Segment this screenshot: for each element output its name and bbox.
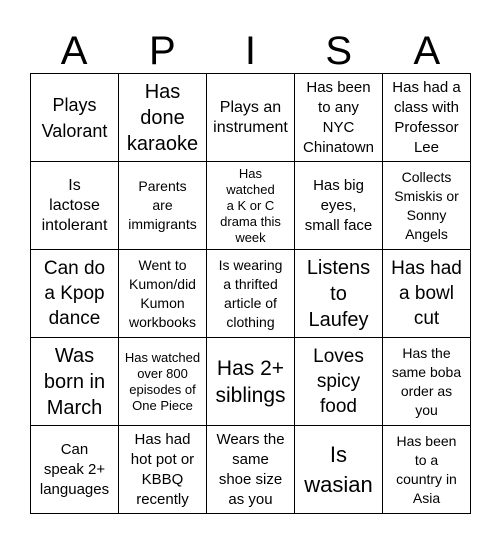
bingo-cell-text: Went to Kumon/did Kumon workbooks [129, 256, 196, 330]
bingo-cell[interactable] [383, 74, 471, 162]
bingo-cell-text: Has watched over 800 episodes of One Piece [124, 349, 201, 413]
bingo-cell-text: Has watched a K or C drama this week [220, 165, 281, 245]
bingo-header [30, 28, 471, 74]
bingo-cell-text: Has big eyes, small face [304, 176, 373, 234]
bingo-cell[interactable] [119, 74, 207, 162]
bingo-cell-text: Loves spicy food [313, 346, 364, 417]
bingo-cell-text: Parents are immigrants [128, 178, 197, 232]
bingo-cell-text: Can do a Kpop dance [43, 258, 106, 329]
bingo-cell[interactable] [295, 338, 383, 426]
bingo-cell[interactable] [119, 162, 207, 250]
bingo-cell[interactable] [207, 338, 295, 426]
header-letter-2: P [148, 29, 176, 73]
bingo-cell[interactable] [31, 74, 119, 162]
bingo-cell[interactable] [207, 426, 295, 514]
bingo-cell-text: Has had a class with Professor Lee [392, 78, 461, 156]
bingo-cell-text: Plays an instrument [213, 98, 288, 136]
bingo-cell-text: Has had a bowl cut [391, 258, 462, 329]
bingo-cell[interactable] [295, 250, 383, 338]
header-letter-3: I [244, 29, 257, 73]
bingo-cell[interactable] [295, 162, 383, 250]
bingo-cell[interactable] [207, 250, 295, 338]
bingo-cell[interactable] [31, 426, 119, 514]
bingo-cell-text: Has had hot pot or KBBQ recently [130, 430, 195, 508]
bingo-cell[interactable] [119, 338, 207, 426]
bingo-cell-text: Listens to Laufey [306, 256, 371, 331]
bingo-cell[interactable] [383, 426, 471, 514]
bingo-cell-text: Wears the same shoe size as you [216, 430, 285, 508]
bingo-cell-text: Has done karaoke [126, 80, 199, 155]
bingo-cell[interactable] [31, 338, 119, 426]
bingo-cell-text: Collects Smiskis or Sonny Angels [394, 168, 459, 242]
bingo-cell[interactable] [31, 162, 119, 250]
bingo-cell-text: Was born in March [43, 344, 106, 419]
bingo-cell[interactable] [383, 338, 471, 426]
bingo-cell-text: Is wasian [304, 441, 373, 497]
bingo-cell-text: Is wearing a thrifted article of clothing [218, 256, 283, 330]
header-letter-1: A [60, 29, 88, 73]
bingo-cell-text: Has the same boba order as you [391, 344, 462, 418]
bingo-cell[interactable] [207, 162, 295, 250]
bingo-cell[interactable] [383, 250, 471, 338]
bingo-cell[interactable] [207, 74, 295, 162]
bingo-cell-text: Has been to a country in Asia [396, 432, 457, 506]
bingo-cell[interactable] [119, 250, 207, 338]
bingo-cell[interactable] [295, 426, 383, 514]
bingo-cell-text: Is lactose intolerant [41, 176, 108, 234]
bingo-grid [30, 73, 471, 514]
bingo-cell-text: Has been to any NYC Chinatown [303, 78, 374, 156]
header-letter-5: A [413, 29, 441, 73]
bingo-cell-text: Plays Valorant [41, 94, 108, 141]
bingo-cell[interactable] [383, 162, 471, 250]
bingo-cell[interactable] [119, 426, 207, 514]
bingo-cell[interactable] [31, 250, 119, 338]
bingo-cell-text: Can speak 2+ languages [39, 440, 110, 498]
header-letter-4: S [325, 29, 352, 73]
bingo-cell[interactable] [295, 74, 383, 162]
bingo-cell-text: Has 2+ siblings [215, 356, 286, 407]
